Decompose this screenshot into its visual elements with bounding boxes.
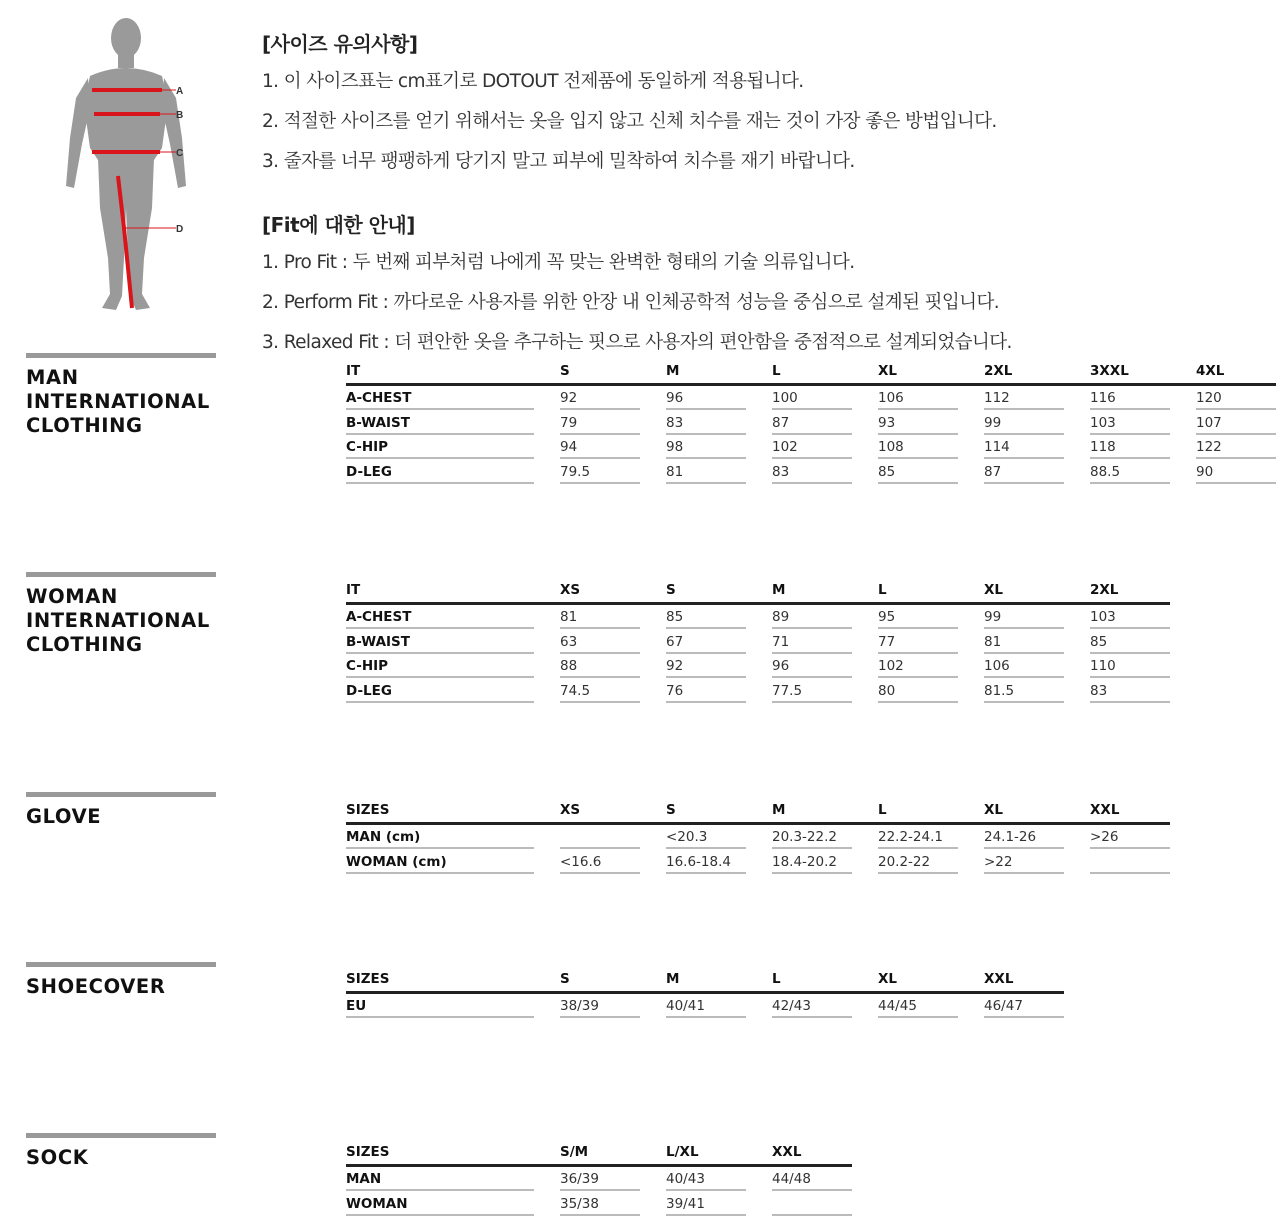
table-row-label: D-LEG xyxy=(346,462,534,484)
label-d: D xyxy=(176,224,184,235)
table-cell: 40/43 xyxy=(666,1169,746,1191)
table-row-label: B-WAIST xyxy=(346,413,534,435)
table-row-label: EU xyxy=(346,996,534,1018)
table-cell xyxy=(1090,852,1170,874)
table-header-row xyxy=(346,966,1090,991)
section-divider xyxy=(26,792,216,797)
table-row xyxy=(346,994,1090,1019)
table-header-row xyxy=(346,358,1280,383)
table-cell: 36/39 xyxy=(560,1169,640,1191)
table-header-cell: XS xyxy=(560,581,581,598)
shoecover-size-table xyxy=(346,966,1090,1018)
table-row xyxy=(346,678,1196,703)
table-header-cell: L xyxy=(878,581,887,598)
table-header-cell: IT xyxy=(346,581,361,598)
table-cell: 112 xyxy=(984,388,1064,410)
table-cell: 85 xyxy=(1090,632,1170,654)
table-row xyxy=(346,654,1196,679)
table-cell: 77 xyxy=(878,632,958,654)
body-measurement-figure xyxy=(40,8,220,328)
fit-notes-heading: [Fit에 대한 안내] xyxy=(262,213,415,237)
table-row xyxy=(346,825,1196,850)
table-header-cell: 4XL xyxy=(1196,362,1225,379)
table-cell: 87 xyxy=(772,413,852,435)
table-row-label: D-LEG xyxy=(346,681,534,703)
table-header-cell: 2XL xyxy=(984,362,1013,379)
table-header-cell: S xyxy=(560,362,570,379)
table-row-label: C-HIP xyxy=(346,437,534,459)
table-cell: 96 xyxy=(772,656,852,678)
size-note-line: 1. 이 사이즈표는 cm표기로 DOTOUT 전제품에 동일하게 적용됩니다. xyxy=(262,71,804,92)
table-cell xyxy=(772,1194,852,1216)
table-header-cell: S/M xyxy=(560,1143,589,1160)
table-cell: 81 xyxy=(666,462,746,484)
table-cell: 40/41 xyxy=(666,996,746,1018)
table-cell: 83 xyxy=(1090,681,1170,703)
table-cell: 100 xyxy=(772,388,852,410)
table-cell: 99 xyxy=(984,413,1064,435)
table-header-row xyxy=(346,577,1196,602)
table-cell: 38/39 xyxy=(560,996,640,1018)
table-row xyxy=(346,459,1280,484)
table-cell: 98 xyxy=(666,437,746,459)
table-row xyxy=(346,386,1280,411)
table-cell: 81 xyxy=(984,632,1064,654)
section-title-man: MAN INTERNATIONAL CLOTHING xyxy=(26,353,216,438)
table-cell: 99 xyxy=(984,607,1064,629)
table-cell: 116 xyxy=(1090,388,1170,410)
table-cell: 83 xyxy=(772,462,852,484)
table-cell: 67 xyxy=(666,632,746,654)
table-row-label: B-WAIST xyxy=(346,632,534,654)
table-header-cell: M xyxy=(772,581,786,598)
section-title-glove: GLOVE xyxy=(26,792,216,829)
table-cell: 63 xyxy=(560,632,640,654)
glove-size-table xyxy=(346,797,1196,874)
label-b: B xyxy=(176,110,184,121)
table-cell: 44/48 xyxy=(772,1169,852,1191)
size-notes-heading: [사이즈 유의사항] xyxy=(262,32,418,56)
table-cell: 92 xyxy=(666,656,746,678)
table-cell: <20.3 xyxy=(666,827,746,849)
table-header-cell: XXL xyxy=(772,1143,802,1160)
table-cell: 88 xyxy=(560,656,640,678)
section-title-sock: SOCK xyxy=(26,1133,216,1170)
table-row-label: MAN xyxy=(346,1169,534,1191)
table-row xyxy=(346,629,1196,654)
table-header-cell: M xyxy=(666,362,680,379)
table-header-cell: XL xyxy=(878,970,898,987)
table-header-cell: XXL xyxy=(1090,801,1120,818)
size-note-line: 3. 줄자를 너무 팽팽하게 당기지 말고 피부에 밀착하여 치수를 재기 바랍니다. xyxy=(262,151,855,172)
table-header-cell: XL xyxy=(984,581,1004,598)
table-header-cell: L xyxy=(772,970,781,987)
table-header-cell: L/XL xyxy=(666,1143,699,1160)
table-header-cell: L xyxy=(878,801,887,818)
table-row xyxy=(346,605,1196,630)
table-row xyxy=(346,410,1280,435)
table-header-cell: XL xyxy=(984,801,1004,818)
table-cell: 81.5 xyxy=(984,681,1064,703)
table-cell: 24.1-26 xyxy=(984,827,1064,849)
table-header-row xyxy=(346,797,1196,822)
fit-note-line: 1. Pro Fit : 두 번째 피부처럼 나에게 꼭 맞는 완벽한 형태의 기술 의류입니다. xyxy=(262,252,855,273)
size-note-line: 2. 적절한 사이즈를 얻기 위해서는 옷을 입지 않고 신체 치수를 재는 것이 가장 좋은 방법입니다. xyxy=(262,111,997,132)
table-row xyxy=(346,435,1280,460)
table-cell: 103 xyxy=(1090,413,1170,435)
label-a: A xyxy=(176,86,184,97)
table-cell: 106 xyxy=(984,656,1064,678)
table-cell: 108 xyxy=(878,437,958,459)
table-cell: 120 xyxy=(1196,388,1276,410)
section-divider xyxy=(26,1133,216,1138)
table-cell: 96 xyxy=(666,388,746,410)
table-cell: 35/38 xyxy=(560,1194,640,1216)
table-row-label: A-CHEST xyxy=(346,388,534,410)
table-cell: 122 xyxy=(1196,437,1276,459)
table-header-cell: M xyxy=(666,970,680,987)
table-row-label: MAN (cm) xyxy=(346,827,534,849)
table-cell xyxy=(560,827,640,849)
table-cell: 103 xyxy=(1090,607,1170,629)
section-divider xyxy=(26,572,216,577)
table-cell: 106 xyxy=(878,388,958,410)
table-cell: 74.5 xyxy=(560,681,640,703)
table-row-label: WOMAN xyxy=(346,1194,534,1216)
table-header-cell: SIZES xyxy=(346,970,390,987)
table-cell: 102 xyxy=(772,437,852,459)
table-header-cell: S xyxy=(666,581,676,598)
table-header-cell: S xyxy=(560,970,570,987)
table-cell: 114 xyxy=(984,437,1064,459)
table-cell: 46/47 xyxy=(984,996,1064,1018)
table-cell: 89 xyxy=(772,607,852,629)
table-header-cell: M xyxy=(772,801,786,818)
table-cell: 22.2-24.1 xyxy=(878,827,958,849)
table-cell: 39/41 xyxy=(666,1194,746,1216)
table-cell: 110 xyxy=(1090,656,1170,678)
table-header-cell: XS xyxy=(560,801,581,818)
fit-note-line: 3. Relaxed Fit : 더 편안한 옷을 추구하는 핏으로 사용자의 편안함을 중점적으로 설계되었습니다. xyxy=(262,332,1012,353)
table-cell: 107 xyxy=(1196,413,1276,435)
table-cell: 90 xyxy=(1196,462,1276,484)
table-cell: >26 xyxy=(1090,827,1170,849)
table-cell: 18.4-20.2 xyxy=(772,852,852,874)
table-cell: 95 xyxy=(878,607,958,629)
table-header-cell: 2XL xyxy=(1090,581,1119,598)
table-cell: 83 xyxy=(666,413,746,435)
table-cell: 102 xyxy=(878,656,958,678)
table-header-cell: XXL xyxy=(984,970,1014,987)
table-cell: 79.5 xyxy=(560,462,640,484)
woman-size-table xyxy=(346,577,1196,703)
table-cell: 80 xyxy=(878,681,958,703)
table-cell: 44/45 xyxy=(878,996,958,1018)
table-row xyxy=(346,1191,878,1216)
table-header-cell: S xyxy=(666,801,676,818)
table-header-cell: L xyxy=(772,362,781,379)
table-cell: 76 xyxy=(666,681,746,703)
label-c: C xyxy=(176,148,184,159)
fit-note-line: 2. Perform Fit : 까다로운 사용자를 위한 안장 내 인체공학적 성능을 중심으로 설계된 핏입니다. xyxy=(262,292,999,313)
table-cell: 88.5 xyxy=(1090,462,1170,484)
table-cell: 118 xyxy=(1090,437,1170,459)
table-header-row xyxy=(346,1139,878,1164)
table-row xyxy=(346,1167,878,1192)
section-title-shoecover: SHOECOVER xyxy=(26,962,216,999)
table-cell: 71 xyxy=(772,632,852,654)
table-cell: 87 xyxy=(984,462,1064,484)
table-cell: 93 xyxy=(878,413,958,435)
table-header-cell: SIZES xyxy=(346,1143,390,1160)
man-size-table xyxy=(346,358,1280,484)
table-row-label: C-HIP xyxy=(346,656,534,678)
table-header-cell: SIZES xyxy=(346,801,390,818)
table-cell: 85 xyxy=(666,607,746,629)
table-cell: 20.2-22 xyxy=(878,852,958,874)
table-row xyxy=(346,849,1196,874)
table-cell: 79 xyxy=(560,413,640,435)
table-row-label: WOMAN (cm) xyxy=(346,852,534,874)
table-header-cell: 3XXL xyxy=(1090,362,1129,379)
table-header-cell: IT xyxy=(346,362,361,379)
section-title-woman: WOMAN INTERNATIONAL CLOTHING xyxy=(26,572,216,657)
table-cell: 42/43 xyxy=(772,996,852,1018)
section-divider xyxy=(26,353,216,358)
sock-size-table xyxy=(346,1139,878,1216)
table-row-label: A-CHEST xyxy=(346,607,534,629)
table-cell: <16.6 xyxy=(560,852,640,874)
table-cell: 77.5 xyxy=(772,681,852,703)
table-cell: 85 xyxy=(878,462,958,484)
table-cell: 94 xyxy=(560,437,640,459)
size-notes xyxy=(262,28,1262,368)
table-header-cell: XL xyxy=(878,362,898,379)
section-divider xyxy=(26,962,216,967)
table-cell: >22 xyxy=(984,852,1064,874)
table-cell: 92 xyxy=(560,388,640,410)
table-cell: 81 xyxy=(560,607,640,629)
table-cell: 16.6-18.4 xyxy=(666,852,746,874)
table-cell: 20.3-22.2 xyxy=(772,827,852,849)
